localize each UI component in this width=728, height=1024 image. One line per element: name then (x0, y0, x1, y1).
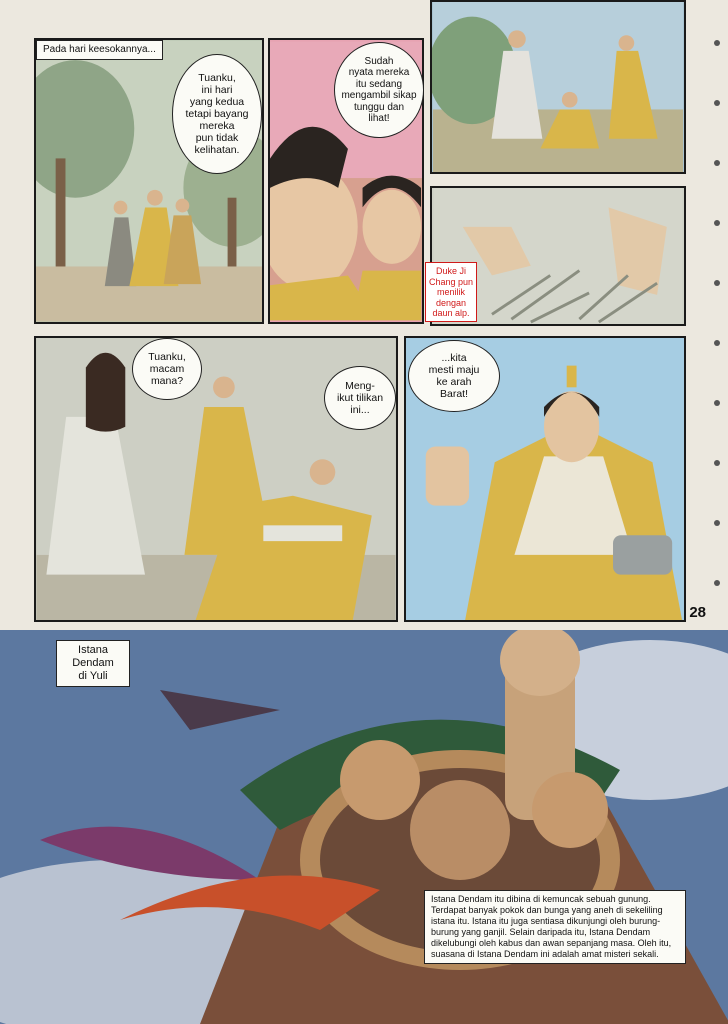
panel-5-speech-balloon-2: Meng- ikut tilikan ini... (324, 366, 396, 430)
panel-1-caption: Pada hari keesokannya... (36, 40, 163, 60)
panel-1-speech-balloon: Tuanku, ini hari yang kedua tetapi bayang mereka pun tidak kelihatan. (172, 54, 262, 174)
page-number: 28 (689, 604, 706, 621)
panel-7-location-caption: Istana Dendam di Yuli (56, 640, 130, 687)
panel-2-speech-balloon: Sudah nyata mereka itu sedang mengambil sikap tunggu dan lihat! (334, 42, 424, 138)
panel-7-art (0, 630, 728, 1024)
panel-7-palace-splash (0, 630, 728, 1024)
panel-3-art (432, 2, 684, 172)
panel-6-speech-balloon: ...kita mesti maju ke arah Barat! (408, 340, 500, 412)
panel-5-speech-balloon-1: Tuanku, macam mana? (132, 338, 202, 400)
panel-3-group-scene (430, 0, 686, 174)
panel-7-narration-box: Istana Dendam itu dibina di kemuncak sebuah gunung. Terdapat banyak pokok dan bunga yang aneh di sekeliling istana itu. Istana itu juga sentiasa dikunjungi oleh burung-burung yang ganjil. Selain daripada itu, Istana Dendam dikelubungi oleh kabus dan awan sepanjang masa. Oleh itu, suasana di Istana Dendam ini adalah amat misteri sekali. (424, 890, 686, 964)
panel-4-caption: Duke Ji Chang pun menilik dengan daun alp. (425, 262, 477, 322)
spiral-binding (708, 0, 720, 1024)
